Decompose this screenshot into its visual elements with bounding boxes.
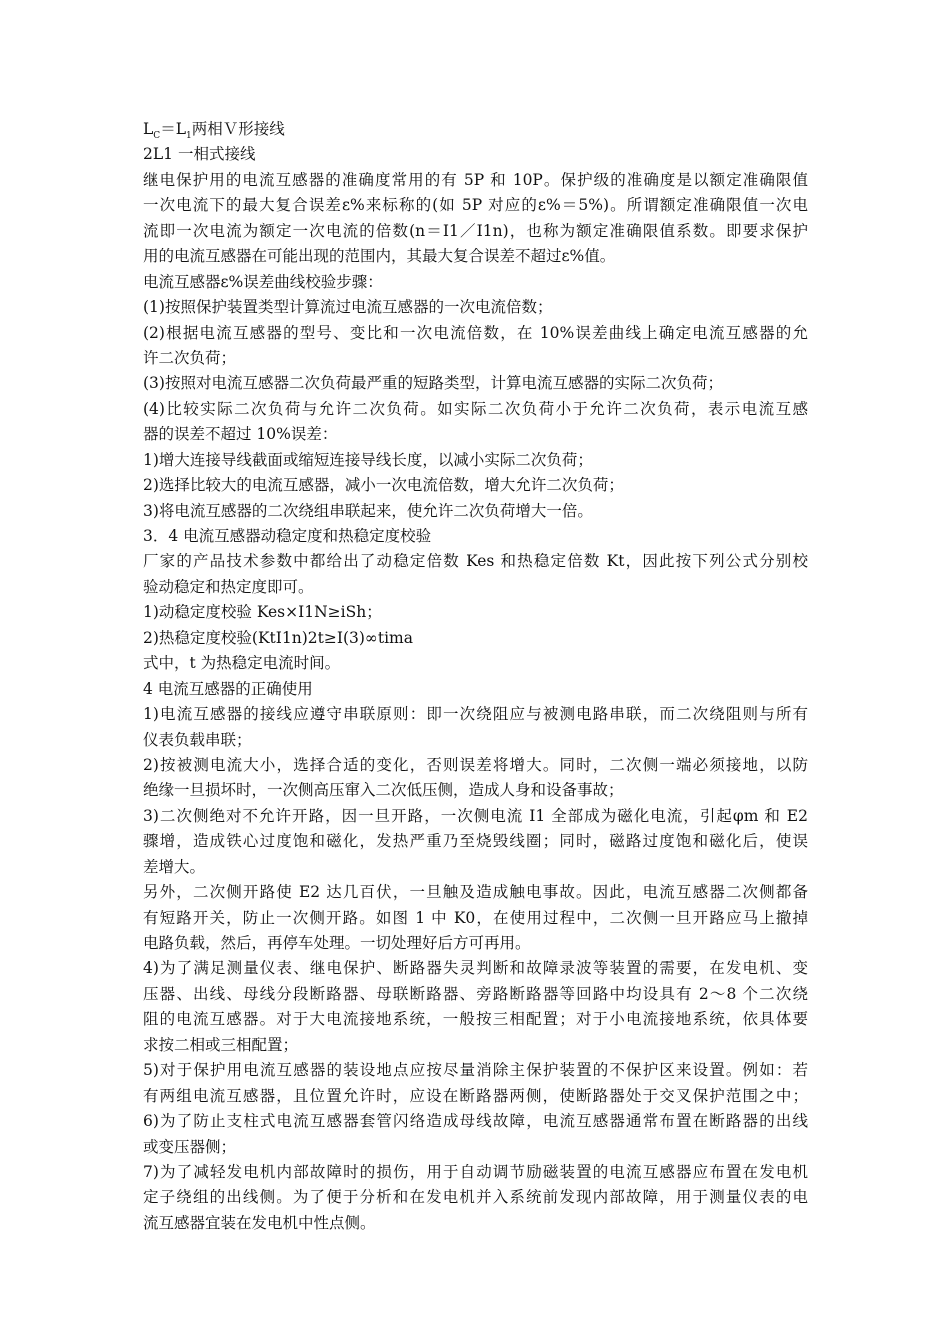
- text-line: 2)热稳定度校验(KtI1n)2t≥I(3)∞tima: [143, 628, 413, 647]
- text-segment: ＝L: [160, 120, 186, 138]
- text-line: 1)动稳定度校验 Kes×I1N≥iSh；: [143, 603, 382, 622]
- document-body: [143, 117, 808, 1236]
- text-line: 绝缘一旦损坏时，一次侧高压窜入二次低压侧，造成人身和设备事故；: [143, 781, 624, 800]
- text-line: 7)为了减轻发电机内部故障时的损伤，用于自动调节励磁装置的电流互感器应布置在发电机: [143, 1162, 808, 1181]
- text-line: 骤增，造成铁心过度饱和磁化，发热严重乃至烧毁线圈；同时，磁路过度饱和磁化后，使误: [143, 832, 808, 851]
- text-line: 许二次负荷；: [143, 348, 237, 367]
- text-line: 器的误差不超过 10%误差：: [143, 425, 338, 444]
- subscript-text: 1: [185, 131, 192, 141]
- text-line: 式中，t 为热稳定电流时间。: [143, 654, 341, 673]
- text-segment: L: [143, 120, 154, 138]
- text-line: 2)选择比较大的电流互感器，减小一次电流倍数，增大允许二次负荷；: [143, 476, 624, 495]
- text-line: 求按二相或三相配置；: [143, 1035, 299, 1054]
- text-line: 流即一次电流为额定一次电流的倍数(n＝I1／I1n)，也称为额定准确限值系数。即要求保护: [143, 221, 808, 240]
- text-line: 另外，二次侧开路使 E2 达几百伏，一旦触及造成触电事故。因此，电流互感器二次侧都备: [143, 883, 808, 902]
- text-line: 6)为了防止支柱式电流互感器套管闪络造成母线故障，电流互感器通常布置在断路器的出线: [143, 1112, 808, 1131]
- text-line: 有短路开关，防止一次侧开路。如图 1 中 K0，在使用过程中，二次侧一旦开路应马上撤掉: [143, 908, 808, 927]
- text-line: 压器、出线、母线分段断路器、母联断路器、旁路断路器等回路中均设具有 2～8 个二次绕: [143, 984, 808, 1003]
- text-line: [143, 117, 808, 142]
- text-line: 一次电流下的最大复合误差ε%来标称的(如 5P 对应的ε%＝5%)。所谓额定准确限值一次电: [143, 196, 808, 215]
- text-line: 2)按被测电流大小，选择合适的变化，否则误差将增大。同时，二次侧一端必须接地，以防: [143, 755, 808, 774]
- text-line: 电路负载，然后，再停车处理。一切处理好后方可再用。: [143, 934, 531, 952]
- subscript-text: C: [153, 131, 161, 141]
- text-line: 3)二次侧绝对不允许开路，因一旦开路，一次侧电流 I1 全部成为磁化电流，引起φm 和 E2: [143, 806, 808, 825]
- text-line: 仪表负载串联；: [143, 730, 252, 749]
- text-line: 有两组电流互感器，且位置允许时，应设在断路器两侧，使断路器处于交叉保护范围之中；: [143, 1086, 808, 1105]
- text-line: 验动稳定和热定度即可。: [143, 577, 314, 596]
- text-line: 电流互感器ε%误差曲线校验步骤：: [143, 272, 383, 291]
- text-line: (1)按照保护装置类型计算流过电流互感器的一次电流倍数；: [143, 298, 553, 317]
- text-line: 或变压器侧；: [143, 1137, 237, 1156]
- text-line: 1)电流互感器的接线应遵守串联原则：即一次绕阻应与被测电路串联，而二次绕阻则与所有: [143, 705, 808, 724]
- text-line: (2)根据电流互感器的型号、变比和一次电流倍数，在 10%误差曲线上确定电流互感器的允: [143, 323, 808, 342]
- text-line: 3．4 电流互感器动稳定度和热稳定度校验: [143, 527, 432, 545]
- text-line: 厂家的产品技术参数中都给出了动稳定倍数 Kes 和热稳定倍数 Kt，因此按下列公式分别校: [143, 552, 808, 571]
- text-segment: 两相Ｖ形接线: [191, 120, 285, 138]
- text-line: 1)增大连接导线截面或缩短连接导线长度，以减小实际二次负荷；: [143, 450, 593, 469]
- text-line: 5)对于保护用电流互感器的装设地点应按尽量消除主保护装置的不保护区来设置。例如：若: [143, 1061, 808, 1080]
- text-line: 阻的电流互感器。对于大电流接地系统，一般按三相配置；对于小电流接地系统，依具体要: [143, 1010, 808, 1029]
- text-line: 2L1 一相式接线: [143, 145, 256, 164]
- text-line: 继电保护用的电流互感器的准确度常用的有 5P 和 10P。保护级的准确度是以额定准确限值: [143, 170, 808, 189]
- text-line: 差增大。: [143, 857, 206, 876]
- text-line: 流互感器宜装在发电机中性点侧。: [143, 1213, 376, 1232]
- text-line: (4)比较实际二次负荷与允许二次负荷。如实际二次负荷小于允许二次负荷，表示电流互感: [143, 399, 808, 418]
- text-line: (3)按照对电流互感器二次负荷最严重的短路类型，计算电流互感器的实际二次负荷；: [143, 374, 723, 393]
- text-line: 3)将电流互感器的二次绕组串联起来，使允许二次负荷增大一倍。: [143, 501, 593, 520]
- text-line: 4)为了满足测量仪表、继电保护、断路器失灵判断和故障录波等装置的需要，在发电机、变: [143, 959, 808, 978]
- text-line: 定子绕组的出线侧。为了便于分析和在发电机并入系统前发现内部故障，用于测量仪表的电: [143, 1188, 808, 1207]
- text-line: 用的电流互感器在可能出现的范围内，其最大复合误差不超过ε%值。: [143, 247, 616, 266]
- text-line: 4 电流互感器的正确使用: [143, 679, 313, 698]
